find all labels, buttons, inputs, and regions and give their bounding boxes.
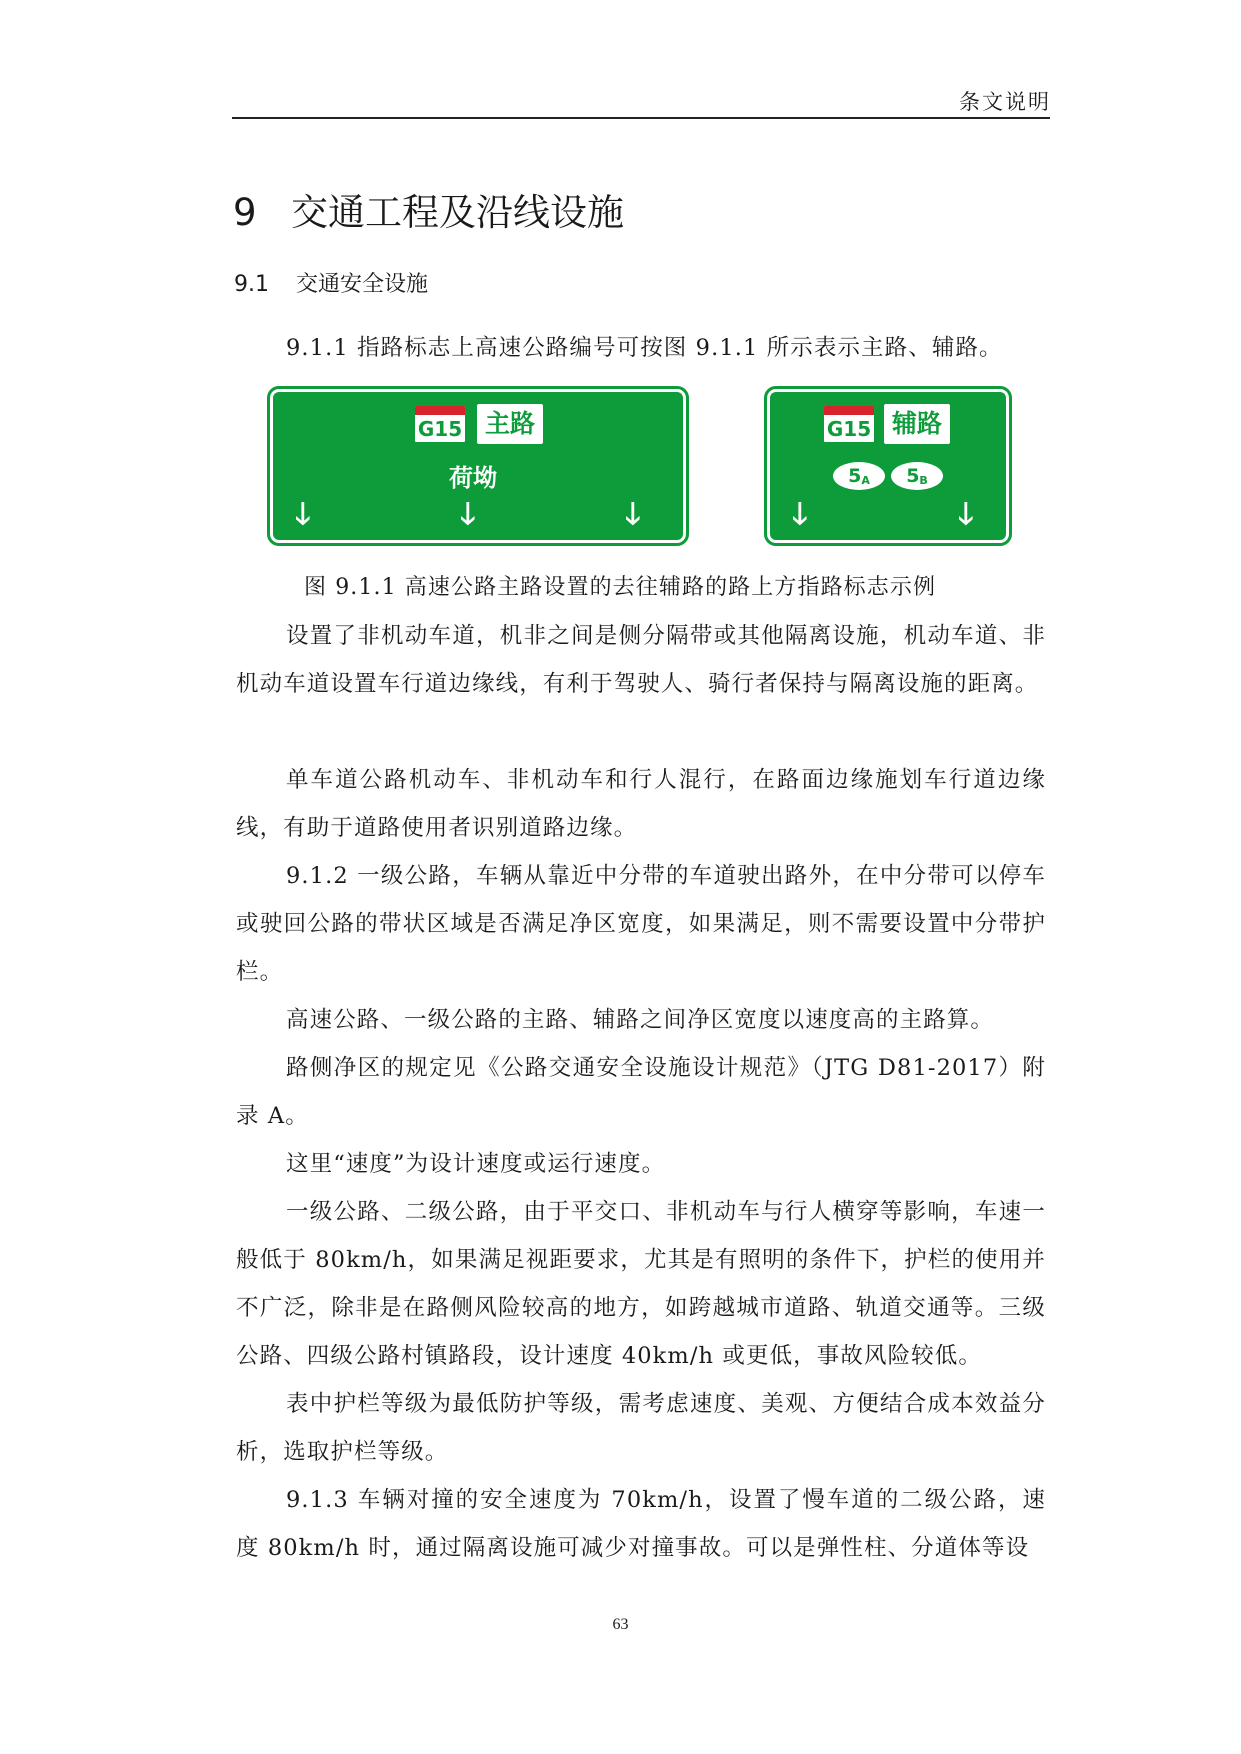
chapter-heading: [233, 182, 624, 236]
paragraph: 一级公路、二级公路，由于平交口、非机动车与行人横穿等影响，车速一般低于 80km/h，如果满足视距要求，尤其是有照明的条件下，护栏的使用并不广泛，除非是在路侧风险较高的地方，如跨越城市道路、轨道交通等。三级公路、四级公路村镇路段，设计速度 40km/h 或更低，事故风险较低。: [236, 1199, 1046, 1369]
down-arrow-icon: 🡓: [625, 497, 641, 532]
exit-badge-b: $5_B$: [891, 462, 943, 490]
section-number: 9.1: [234, 272, 269, 297]
paragraph: 高速公路、一级公路的主路、辅路之间净区宽度以速度高的主路算。: [286, 1007, 995, 1033]
paragraph: 表中护栏等级为最低防护等级，需考虑速度、美观、方便结合成本效益分析，选取护栏等级。: [236, 1391, 1046, 1465]
clause-9-1-1: 9.1.1 指路标志上高速公路编号可按图 9.1.1 所示表示主路、辅路。: [286, 335, 1003, 361]
clause-9-1-2: 9.1.2 一级公路，车辆从靠近中分带的车道驶出路外，在中分带可以停车或驶回公路的带状区域是否满足净区宽度，如果满足，则不需要设置中分带护栏。: [236, 863, 1046, 985]
header-title: 条文说明: [959, 90, 1051, 114]
section-heading: [234, 267, 428, 298]
clause-9-1-3: 9.1.3 车辆对撞的安全速度为 70km/h，设置了慢车道的二级公路，速度 80km/h 时，通过隔离设施可减少对撞事故。可以是弹性柱、分道体等设: [236, 1487, 1046, 1561]
paragraph: 单车道公路机动车、非机动车和行人混行，在路面边缘施划车行道边缘线，有助于道路使用者识别道路边缘。: [236, 767, 1046, 841]
route-label-main: 主路: [477, 404, 543, 444]
destination-label: 荷坳: [449, 464, 497, 492]
auxiliary-road-sign: [764, 386, 1012, 546]
main-road-sign: [267, 386, 689, 546]
down-arrow-icon: 🡓: [295, 497, 311, 532]
section-title: 交通安全设施: [296, 272, 429, 297]
shield-code: G15: [417, 417, 463, 441]
down-arrow-icon: 🡓: [958, 497, 974, 532]
figure-caption: 图 9.1.1 高速公路主路设置的去往辅路的路上方指路标志示例: [304, 575, 937, 600]
down-arrow-icon: 🡓: [792, 497, 808, 532]
chapter-title: 交通工程及沿线设施: [291, 191, 624, 234]
down-arrow-icon: 🡓: [460, 497, 476, 532]
chapter-number: 9: [233, 191, 257, 234]
route-label-aux: 辅路: [884, 404, 950, 444]
expressway-shield-icon: [413, 404, 467, 444]
paragraph: 这里“速度”为设计速度或运行速度。: [286, 1151, 666, 1177]
paragraph: 设置了非机动车道，机非之间是侧分隔带或其他隔离设施，机动车道、非机动车道设置车行道边缘线，有利于驾驶人、骑行者保持与隔离设施的距离。: [236, 623, 1046, 697]
header-rule: [232, 117, 1050, 119]
expressway-shield-icon: [822, 404, 876, 444]
page-number: 63: [612, 1616, 629, 1633]
shield-code: G15: [826, 417, 872, 441]
paragraph: 路侧净区的规定见《公路交通安全设施设计规范》（JTG D81-2017）附录 A。: [236, 1055, 1046, 1129]
exit-badge-a: $5_A$: [833, 462, 885, 490]
